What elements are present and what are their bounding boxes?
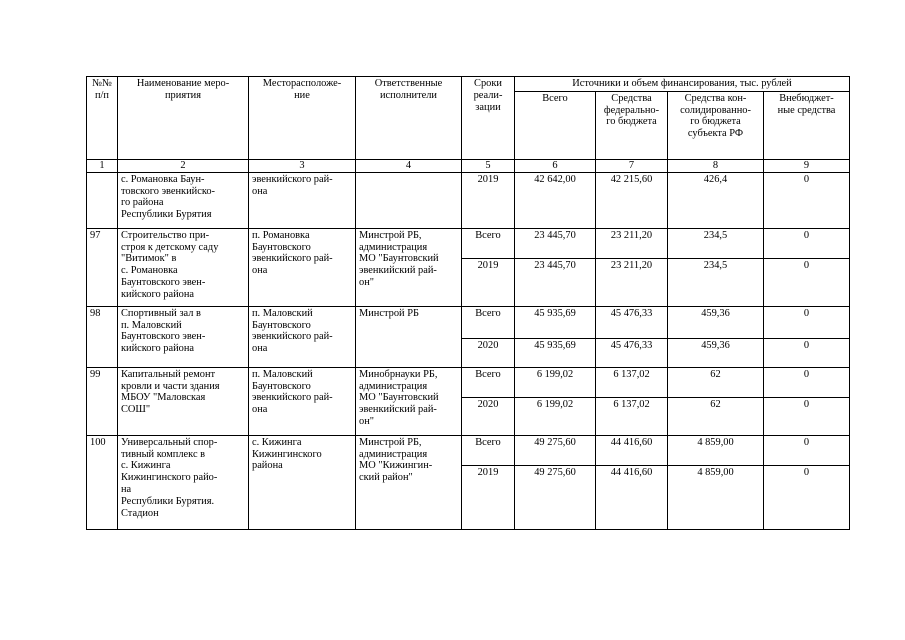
header-num: №№ п/п [87, 77, 118, 160]
row-consolidated: 62 [668, 367, 764, 397]
row-period: Всего [462, 306, 515, 338]
col-number: 6 [515, 159, 596, 172]
row-total: 45 935,69 [515, 306, 596, 338]
col-number: 5 [462, 159, 515, 172]
row-location: п. Маловский Баунтовского эвенкийского рай- она [249, 367, 356, 435]
table-row [87, 435, 850, 465]
row-period: Всего [462, 435, 515, 465]
row-consolidated: 426,4 [668, 172, 764, 228]
header-location: Месторасположе- ние [249, 77, 356, 160]
row-num: 100 [87, 435, 118, 529]
row-federal: 23 211,20 [596, 228, 668, 258]
row-consolidated: 62 [668, 397, 764, 435]
col-number: 4 [356, 159, 462, 172]
row-extra: 0 [764, 435, 850, 465]
row-location: п. Романовка Баунтовского эвенкийского рай- она [249, 228, 356, 306]
row-executors [356, 172, 462, 228]
row-total: 6 199,02 [515, 397, 596, 435]
col-number: 7 [596, 159, 668, 172]
row-extra: 0 [764, 172, 850, 228]
row-consolidated: 4 859,00 [668, 435, 764, 465]
table-row [87, 172, 850, 228]
header-executors: Ответственные исполнители [356, 77, 462, 160]
row-total: 49 275,60 [515, 435, 596, 465]
financing-table [86, 76, 850, 530]
header-consolidated: Средства кон- солидированно- го бюджета субъекта РФ [668, 91, 764, 159]
row-consolidated: 234,5 [668, 228, 764, 258]
row-name: Универсальный спор- тивный комплекс в с. Кижинга Кижингинского райо- на Республики Бурятия. Стадион [118, 435, 249, 529]
row-location: п. Маловский Баунтовского эвенкийского рай- она [249, 306, 356, 367]
header-sources: Источники и объем финансирования, тыс. рублей [515, 77, 850, 92]
row-extra: 0 [764, 397, 850, 435]
row-location: эвенкийского рай- она [249, 172, 356, 228]
row-period: Всего [462, 367, 515, 397]
row-federal: 42 215,60 [596, 172, 668, 228]
row-name: с. Романовка Баун- товского эвенкийско- го района Республики Бурятия [118, 172, 249, 228]
row-executors: Минобрнауки РБ, администрация МО "Баунтовский эвенкийский рай- он" [356, 367, 462, 435]
table-row [87, 306, 850, 338]
col-number: 8 [668, 159, 764, 172]
row-extra: 0 [764, 338, 850, 367]
row-extra: 0 [764, 367, 850, 397]
row-consolidated: 459,36 [668, 338, 764, 367]
header-federal: Средства федерально- го бюджета [596, 91, 668, 159]
row-federal: 23 211,20 [596, 258, 668, 306]
row-extra: 0 [764, 228, 850, 258]
col-number: 9 [764, 159, 850, 172]
row-num [87, 172, 118, 228]
row-num: 98 [87, 306, 118, 367]
row-total: 23 445,70 [515, 228, 596, 258]
row-extra: 0 [764, 465, 850, 529]
col-number: 2 [118, 159, 249, 172]
row-period: 2019 [462, 172, 515, 228]
row-federal: 44 416,60 [596, 465, 668, 529]
row-executors: Минстрой РБ, администрация МО "Кижингин- ский район" [356, 435, 462, 529]
row-federal: 6 137,02 [596, 397, 668, 435]
row-executors: Минстрой РБ, администрация МО "Баунтовский эвенкийский рай- он" [356, 228, 462, 306]
row-extra: 0 [764, 306, 850, 338]
column-number-row [87, 159, 850, 172]
row-consolidated: 459,36 [668, 306, 764, 338]
header-name: Наименование меро- приятия [118, 77, 249, 160]
row-total: 23 445,70 [515, 258, 596, 306]
row-period: 2020 [462, 397, 515, 435]
row-period: 2019 [462, 258, 515, 306]
row-extra: 0 [764, 258, 850, 306]
row-num: 99 [87, 367, 118, 435]
col-number: 3 [249, 159, 356, 172]
row-consolidated: 4 859,00 [668, 465, 764, 529]
row-total: 6 199,02 [515, 367, 596, 397]
row-federal: 45 476,33 [596, 306, 668, 338]
row-federal: 44 416,60 [596, 435, 668, 465]
row-consolidated: 234,5 [668, 258, 764, 306]
row-period: 2020 [462, 338, 515, 367]
row-name: Строительство при- строя к детскому саду "Витимок" в с. Романовка Баунтовского эвен- кийского района [118, 228, 249, 306]
row-name: Капитальный ремонт кровли и части здания МБОУ "Маловская СОШ" [118, 367, 249, 435]
row-location: с. Кижинга Кижингинского района [249, 435, 356, 529]
header-terms: Сроки реали- зации [462, 77, 515, 160]
row-federal: 6 137,02 [596, 367, 668, 397]
row-num: 97 [87, 228, 118, 306]
col-number: 1 [87, 159, 118, 172]
row-federal: 45 476,33 [596, 338, 668, 367]
row-period: 2019 [462, 465, 515, 529]
row-total: 45 935,69 [515, 338, 596, 367]
table-row [87, 367, 850, 397]
row-total: 42 642,00 [515, 172, 596, 228]
header-extrabudget: Внебюджет- ные средства [764, 91, 850, 159]
row-total: 49 275,60 [515, 465, 596, 529]
row-period: Всего [462, 228, 515, 258]
table-row [87, 228, 850, 258]
row-name: Спортивный зал в п. Маловский Баунтовского эвен- кийского района [118, 306, 249, 367]
header-total: Всего [515, 91, 596, 159]
row-executors: Минстрой РБ [356, 306, 462, 367]
